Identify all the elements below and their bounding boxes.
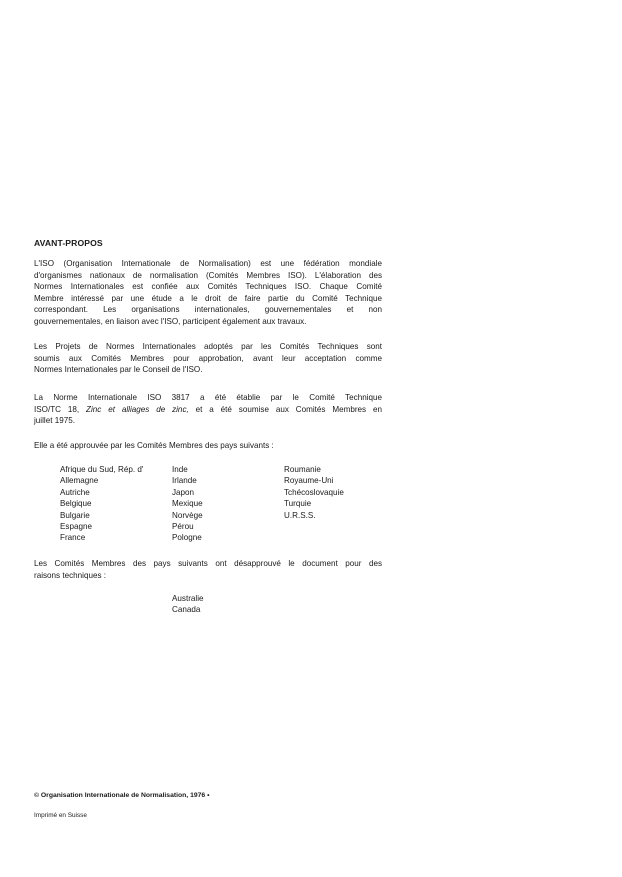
country-item: Irlande	[172, 476, 197, 486]
country-item: Canada	[172, 605, 201, 615]
paragraph-draft-standards	[34, 341, 382, 376]
text-line	[34, 404, 382, 416]
country-item: Mexique	[172, 499, 203, 509]
country-item: Roumanie	[284, 465, 321, 474]
country-item: Norvège	[172, 510, 203, 520]
country-item: Royaume-Uni	[284, 476, 334, 486]
section-heading: AVANT-PROPOS	[34, 238, 103, 248]
country-item: Japon	[172, 487, 195, 497]
country-item: Australie	[172, 594, 204, 603]
text-line: Membre intéressé par une étude a le droit de faire partie du Comité Technique	[34, 293, 382, 303]
country-item: U.R.S.S.	[284, 510, 316, 520]
committee-title: Zinc et alliages de zinc,	[86, 404, 189, 414]
paragraph-iso-intro	[34, 258, 382, 328]
approving-countries-column-3	[284, 464, 344, 521]
approving-countries-column-2	[172, 464, 203, 544]
country-item: France	[60, 533, 86, 543]
text-line: La Norme Internationale ISO 3817 a été établie par le Comité Technique	[34, 393, 382, 402]
country-item: Tchécoslovaquie	[284, 487, 344, 497]
text-line: correspondant. Les organisations internationales, gouvernementales et non	[34, 305, 382, 315]
country-item: Pologne	[172, 533, 202, 543]
text-line: Les Projets de Normes Internationales adoptés par les Comités Techniques sont	[34, 342, 382, 351]
text-line: juillet 1975.	[34, 416, 75, 426]
disapproving-countries	[172, 593, 204, 616]
country-item: Afrique du Sud, Rép. d'	[60, 465, 144, 474]
country-item: Autriche	[60, 487, 90, 497]
text-line: Normes Internationales est confiée aux Comités Techniques ISO. Chaque Comité	[34, 282, 382, 292]
country-item: Belgique	[60, 499, 92, 509]
paragraph-disapproval-intro	[34, 558, 382, 581]
country-item: Bulgarie	[60, 510, 90, 520]
country-item: Allemagne	[60, 476, 99, 486]
paragraph-standard-origin	[34, 392, 382, 427]
text-segment: et a été soumise aux Comités Membres en	[188, 404, 382, 414]
text-line: Les Comités Membres des pays suivants ont désapprouvé le document pour des	[34, 559, 382, 568]
text-line: raisons techniques :	[34, 570, 106, 580]
text-line: d'organismes nationaux de normalisation (Comités Membres ISO). L'élaboration des	[34, 270, 382, 280]
text-segment: ISO/TC 18,	[34, 404, 87, 414]
country-item: Inde	[172, 465, 188, 474]
country-item: Espagne	[60, 522, 92, 532]
text-line: Normes Internationales par le Conseil de l'ISO.	[34, 365, 203, 375]
approving-countries-column-1	[60, 464, 143, 544]
printed-in-notice: Imprimé en Suisse	[34, 812, 87, 819]
country-item: Pérou	[172, 522, 194, 532]
text-line: L'ISO (Organisation Internationale de Normalisation) est une fédération mondiale	[34, 259, 382, 268]
copyright-notice: © Organisation Internationale de Normalisation, 1976 •	[34, 792, 210, 799]
country-item: Turquie	[284, 499, 312, 509]
text-line: gouvernementales, en liaison avec l'ISO, participent également aux travaux.	[34, 316, 307, 326]
text-line: Elle a été approuvée par les Comités Membres des pays suivants :	[34, 441, 274, 450]
text-line: soumis aux Comités Membres pour approbation, avant leur acceptation comme	[34, 353, 382, 363]
paragraph-approval-intro	[34, 440, 382, 452]
